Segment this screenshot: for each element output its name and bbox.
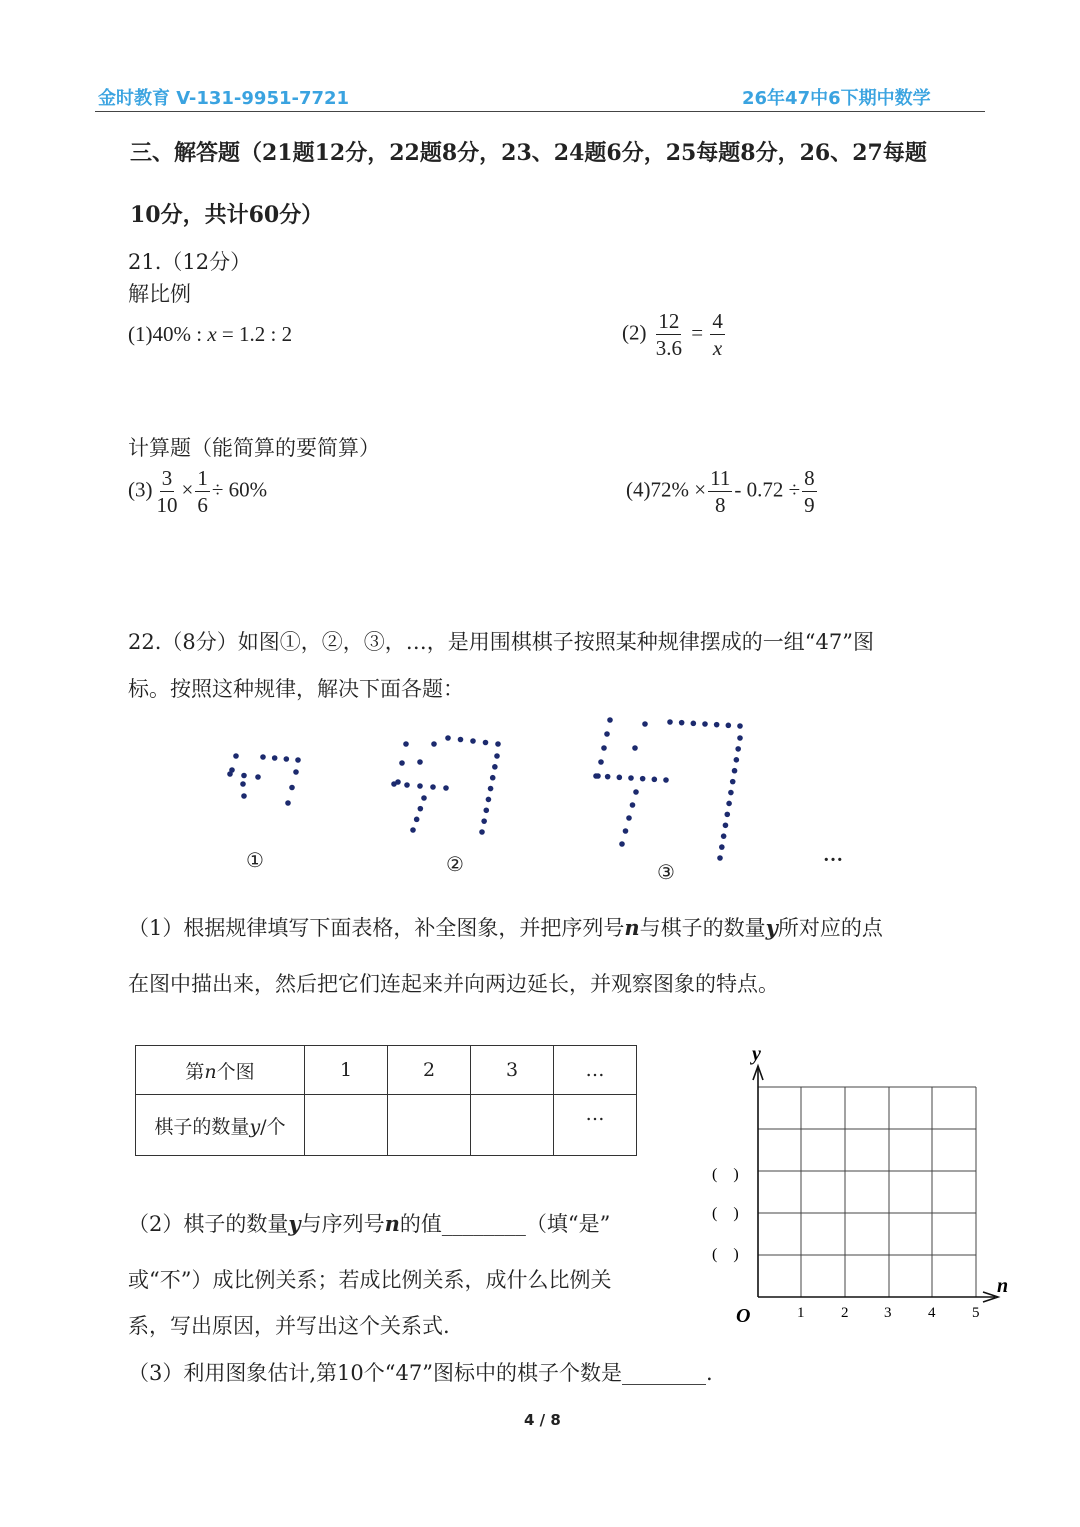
x-tick-label: 1 bbox=[797, 1305, 805, 1321]
p3-rest: ÷ 60% bbox=[211, 477, 268, 502]
dot bbox=[470, 738, 476, 744]
q21-label: 21.（12分） bbox=[128, 250, 252, 274]
dot bbox=[403, 741, 409, 747]
dot bbox=[285, 800, 291, 806]
dot bbox=[443, 785, 449, 791]
figure-label-1: ① bbox=[246, 850, 264, 872]
dot bbox=[604, 731, 610, 737]
x-tick-label: 5 bbox=[972, 1305, 980, 1321]
dot bbox=[241, 773, 247, 779]
table-row bbox=[136, 1046, 637, 1095]
p2-eq: = bbox=[691, 320, 704, 345]
figure-label-3: ③ bbox=[657, 862, 675, 884]
p4-den2: 9 bbox=[804, 493, 815, 517]
dot bbox=[414, 817, 420, 823]
dot bbox=[483, 740, 489, 746]
dot bbox=[607, 717, 613, 723]
p4-num1: 11 bbox=[710, 466, 731, 490]
q22-part2-line3: 系，写出原因，并写出这个关系式. bbox=[128, 1314, 450, 1338]
table-cell: 2 bbox=[388, 1046, 471, 1095]
dot bbox=[732, 768, 738, 774]
y-tick-blank: ( ) bbox=[712, 1166, 739, 1183]
dot bbox=[421, 795, 427, 801]
dot bbox=[724, 812, 730, 818]
dot bbox=[601, 745, 607, 751]
dot bbox=[391, 781, 397, 787]
dot bbox=[598, 759, 604, 765]
data-table bbox=[135, 1045, 637, 1156]
dot bbox=[667, 719, 673, 725]
dot bbox=[652, 777, 658, 783]
q22-part1-line2: 在图中描出来，然后把它们连起来并向两边延长，并观察图象的特点。 bbox=[128, 972, 779, 996]
dot bbox=[714, 722, 720, 728]
dot bbox=[227, 771, 233, 777]
table-row bbox=[136, 1095, 637, 1156]
dot bbox=[633, 789, 639, 795]
p4-mid: - 0.72 ÷ bbox=[734, 477, 801, 502]
dot bbox=[623, 828, 629, 834]
dot-figures bbox=[0, 700, 1080, 900]
dot bbox=[418, 806, 424, 812]
dot bbox=[728, 790, 734, 796]
dot bbox=[735, 746, 741, 752]
q21-calc-title: 计算题（能简算的要简算） bbox=[128, 436, 380, 460]
p4-num2: 8 bbox=[804, 466, 815, 490]
dot bbox=[431, 741, 437, 747]
p1-var: x bbox=[207, 322, 217, 346]
x-tick-label: 4 bbox=[928, 1305, 936, 1321]
table-header-n: 第n个图 bbox=[136, 1046, 305, 1095]
dot bbox=[593, 773, 599, 779]
table-cell: 1 bbox=[305, 1046, 388, 1095]
dot bbox=[479, 829, 485, 835]
header-left: 金时教育 V-131-9951-7721 bbox=[98, 88, 350, 109]
dot bbox=[481, 818, 487, 824]
graph-axes bbox=[753, 1066, 998, 1302]
q22-line2: 标。按照这种规律，解决下面各题： bbox=[128, 677, 464, 701]
q21-problem-1 bbox=[128, 322, 292, 347]
dot bbox=[289, 785, 295, 791]
q21-problem-4 bbox=[626, 465, 819, 518]
dot bbox=[628, 775, 634, 781]
dot bbox=[430, 784, 436, 790]
dot bbox=[490, 775, 496, 781]
y-axis-label: y bbox=[752, 1043, 761, 1065]
dot bbox=[679, 720, 685, 726]
dot bbox=[723, 822, 729, 828]
figure-label-2: ② bbox=[446, 854, 464, 876]
dot bbox=[492, 764, 498, 770]
p4-den1: 8 bbox=[714, 493, 726, 517]
dot bbox=[483, 807, 489, 813]
dot bbox=[605, 774, 611, 780]
p4-pre: 72% × bbox=[650, 477, 707, 502]
dot bbox=[445, 735, 451, 741]
dot bbox=[719, 844, 725, 850]
figure-2-dots bbox=[391, 735, 501, 835]
coordinate-graph bbox=[700, 1040, 1030, 1340]
p3-num1: 3 bbox=[161, 466, 173, 490]
dot bbox=[726, 723, 732, 729]
dot bbox=[721, 833, 727, 839]
x-tick-label: 3 bbox=[884, 1305, 892, 1321]
table-cell-input[interactable] bbox=[388, 1095, 471, 1156]
header-right: 26年47中6下期中数学 bbox=[742, 88, 931, 109]
page-number: 4 / 8 bbox=[524, 1411, 561, 1429]
p1-prefix: (1) bbox=[128, 322, 153, 346]
dot bbox=[737, 735, 743, 741]
dot bbox=[717, 855, 723, 861]
p4-fraction-2 bbox=[802, 465, 817, 518]
table-cell-input[interactable] bbox=[471, 1095, 554, 1156]
dot bbox=[295, 757, 301, 763]
table-cell: … bbox=[554, 1046, 637, 1095]
dot bbox=[410, 827, 416, 833]
p3-op1: × bbox=[181, 477, 194, 502]
dot bbox=[494, 753, 500, 759]
p3-den1: 10 bbox=[156, 493, 178, 517]
dot bbox=[293, 769, 299, 775]
p2-num2: 4 bbox=[712, 309, 723, 333]
dot bbox=[399, 760, 405, 766]
p3-prefix: (3) bbox=[128, 477, 153, 502]
figure-ellipsis: … bbox=[823, 844, 843, 866]
dot bbox=[233, 753, 239, 759]
p3-num2: 1 bbox=[197, 466, 208, 490]
dot bbox=[630, 802, 636, 808]
p2-fraction-1 bbox=[654, 308, 684, 361]
dot bbox=[417, 783, 423, 789]
section-title-line2: 10分，共计60分） bbox=[130, 202, 324, 228]
dot bbox=[642, 721, 648, 727]
dot bbox=[702, 721, 708, 727]
dot bbox=[726, 801, 732, 807]
dot bbox=[486, 797, 492, 803]
p2-den2: x bbox=[712, 336, 723, 360]
dot bbox=[619, 841, 625, 847]
q22-part3: （3）利用图象估计,第10个“47”图标中的棋子个数是________. bbox=[128, 1361, 713, 1385]
table-cell: … bbox=[554, 1095, 637, 1156]
table-header-y: 棋子的数量y/个 bbox=[136, 1095, 305, 1156]
dot bbox=[272, 755, 278, 761]
y-tick-blank: ( ) bbox=[712, 1205, 739, 1222]
p1-expr-b: = 1.2 : 2 bbox=[216, 322, 293, 346]
p2-fraction-2 bbox=[710, 308, 725, 361]
figure-1-dots bbox=[227, 753, 301, 806]
dot bbox=[730, 779, 736, 785]
dot bbox=[240, 781, 246, 787]
q22-part2-line2: 或“不”）成比例关系；若成比例关系，成什么比例关 bbox=[128, 1268, 612, 1292]
dot bbox=[241, 793, 247, 799]
dot bbox=[284, 756, 290, 762]
dot bbox=[617, 775, 623, 781]
dot bbox=[260, 754, 266, 760]
figure-3-dots bbox=[593, 717, 743, 861]
p3-fraction-2 bbox=[195, 465, 210, 518]
p3-fraction-1 bbox=[155, 465, 180, 518]
x-tick-label: 2 bbox=[841, 1305, 849, 1321]
dot bbox=[495, 741, 501, 747]
dot bbox=[626, 815, 632, 821]
dot bbox=[640, 776, 646, 782]
header-divider bbox=[95, 111, 985, 112]
x-axis-label: n bbox=[997, 1275, 1009, 1297]
p1-expr-a: 40% : bbox=[152, 322, 208, 346]
y-tick-blank: ( ) bbox=[712, 1246, 739, 1263]
p2-prefix: (2) bbox=[622, 320, 647, 345]
origin-label: O bbox=[736, 1305, 751, 1327]
dot bbox=[737, 723, 743, 729]
graph-grid bbox=[758, 1087, 976, 1297]
dot bbox=[404, 782, 410, 788]
dot bbox=[417, 759, 423, 765]
section-title-line1: 三、解答题（21题12分，22题8分，23、24题6分，25每题8分，26、27每题 bbox=[130, 140, 927, 166]
dot bbox=[255, 774, 261, 780]
q21-problem-2 bbox=[622, 308, 727, 361]
dot bbox=[632, 745, 638, 751]
q21-problem-3 bbox=[128, 465, 267, 518]
q22-line1: 22.（8分）如图①，②，③，…，是用围棋棋子按照某种规律摆成的一组“47”图 bbox=[128, 630, 874, 654]
p2-num1: 12 bbox=[658, 309, 680, 333]
dot bbox=[458, 737, 464, 743]
dot bbox=[691, 721, 697, 727]
dot bbox=[488, 786, 494, 792]
p2-den1: 3.6 bbox=[655, 336, 682, 360]
dot bbox=[734, 757, 740, 763]
table-cell: 3 bbox=[471, 1046, 554, 1095]
p4-prefix: (4) bbox=[626, 477, 651, 502]
p3-den2: 6 bbox=[197, 493, 208, 517]
q22-part1-line1: （1）根据规律填写下面表格，补全图象，并把序列号n与棋子的数量y所对应的点 bbox=[128, 915, 883, 940]
dot bbox=[663, 777, 669, 783]
q22-part2-line1: （2）棋子的数量y与序列号n的值________（填“是” bbox=[128, 1211, 611, 1236]
table-cell-input[interactable] bbox=[305, 1095, 388, 1156]
q21-subtitle: 解比例 bbox=[128, 282, 191, 306]
p4-fraction-1 bbox=[708, 465, 732, 518]
